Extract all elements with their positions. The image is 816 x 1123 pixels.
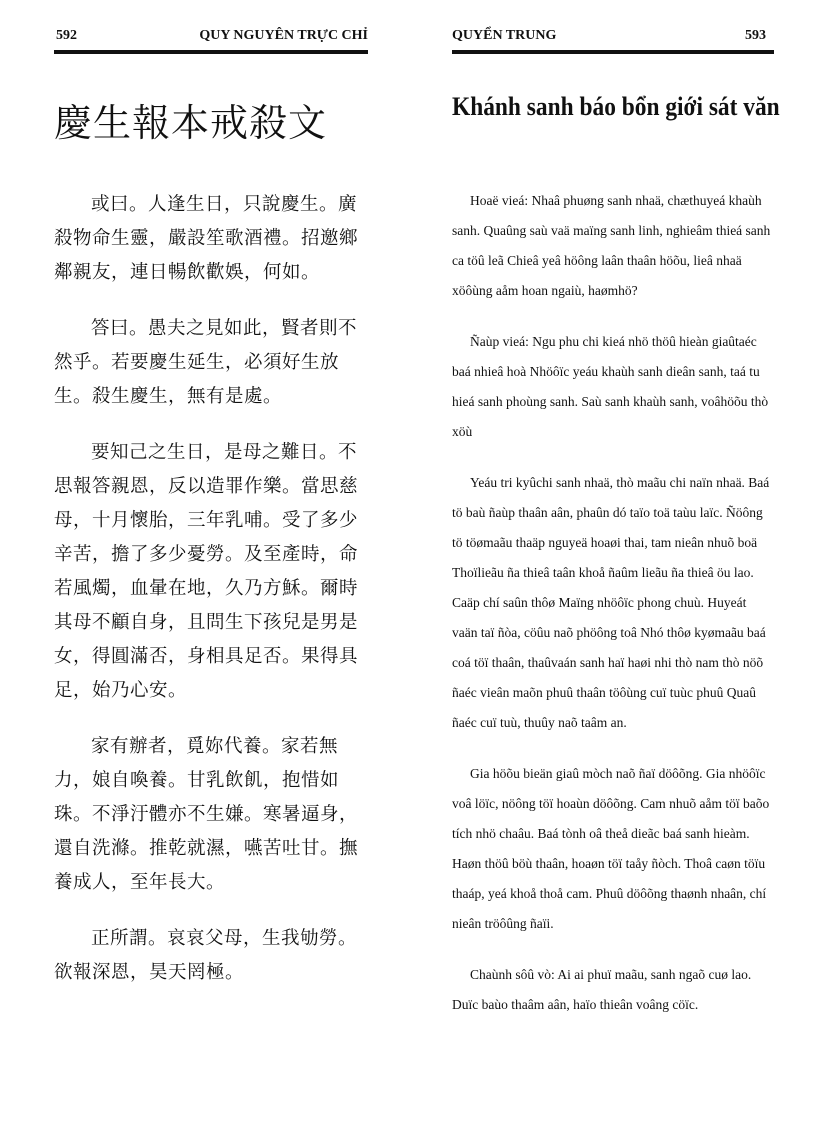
running-title: QUYỂN TRUNG [452, 28, 557, 43]
right-page [408, 0, 816, 1123]
paragraph: 或曰。人逢生日，只說慶生。廣殺物命生靈，嚴設笙歌酒禮。招邀鄉鄰親友，連日暢飲歡娛，何如。 [54, 194, 359, 283]
running-title: QUY NGUYÊN TRỰC CHỈ [199, 28, 368, 43]
header-rule [54, 50, 368, 54]
vietnamese-text-body [452, 186, 774, 1041]
header-rule [452, 50, 774, 54]
paragraph: Chaùnh sôû vò: Ai ai phuï maãu, sanh ngaõ cuø lao. Duïc baùo thaâm aân, haïo thieân voâng cöïc. [452, 967, 752, 1012]
paragraph: Hoaë vieá: Nhaâ phuøng sanh nhaä, chæthuyeá khaùh sanh. Quaûng saù vaä maïng sanh linh, nghieâm thieá sanh ca töû leã Chieâ yeâ höông laân thaân höõu, lieâ nhaä xöôùng aåm hoan ngaiù, haømhö? [452, 193, 771, 298]
page-number: 592 [56, 28, 77, 43]
chinese-title: 慶生報本戒殺文 [54, 101, 328, 145]
vietnamese-title: Khánh sanh báo bổn giới sát văn [452, 92, 780, 121]
paragraph: 要知己之生日，是母之難日。不思報答親恩，反以造罪作樂。當思慈母，十月懷胎，三年乳哺。受了多少辛苦，擔了多少憂勞。及至產時，命若風燭，血暈在地，久乃方穌。爾時其母不顧自身，且問生下孩兒是男是女，得圓滿否，身相具足否。果得具足，始乃心安。 [54, 442, 359, 701]
paragraph: 正所謂。哀哀父母，生我劬勞。欲報深恩，昊天罔極。 [54, 928, 358, 983]
paragraph: 家有辦者，覓妳代養。家若無力，娘自喚養。甘乳飲飢，抱惜如珠。不淨汙體亦不生嫌。寒暑逼身，還自洗滌。推乾就濕，嚥苦吐甘。撫養成人，至年長大。 [54, 736, 359, 893]
paragraph: Gia höõu bieän giaû mòch naõ ñaï döôõng. Gia nhöôïc voâ löïc, nöông töï hoaùn döôõng. Cam nhuõ aåm töï baõo tích nhö chaâu. Baá tònh oâ theå dieãc baá sanh hieàm. Haøn thöû böù thaân, hoaøn töï taåy ñòch. Thoâ caøn töïu thaáp, yeá khoå thoå cam. Phuû döôõng thaønh nhaân, chí nieân tröôûng ñaïi. [452, 766, 770, 931]
paragraph: Ñaùp vieá: Ngu phu chi kieá nhö thöû hieàn giaûtaéc baá nhieâ hoà Nhöôïc yeáu khaùh sanh dieân sanh, taá tu hieá sanh phoùng sanh. Saù sanh khaùh sanh, voâhöõu thò xöù [452, 334, 769, 439]
paragraph: Yeáu tri kyûchi sanh nhaä, thò maãu chi naïn nhaä. Baá tö baù ñaùp thaân aân, phaûn dó taïo toä taùu laïc. Ñöông tö töømaãu thaäp nguyeä hoaøi thai, tam nieân nhuõ boä Thoïlieãu ña thieâ taân khoå ñaûm lieãu ña thieâ öu lao. Caäp chí saûn thôø Maïng nhöôïc phong chuù. Huyeát vaän taï ñòa, cöûu naõ phöông toâ Nhó thôø kyømaãu baá coá töï thaân, thaûvaán sanh haï haøi nhi thò nam thò nöõ ñaéc vieân maõn phuû thaân töôùng cuï tuùc phuû Quaû ñaéc cuï tuù, thuûy naõ taâm an. [452, 475, 770, 730]
chinese-text-body [54, 188, 372, 1012]
paragraph: 答曰。愚夫之見如此，賢者則不然乎。若要慶生延生，必須好生放生。殺生慶生，無有是處。 [54, 318, 358, 407]
page-number: 593 [745, 28, 766, 43]
